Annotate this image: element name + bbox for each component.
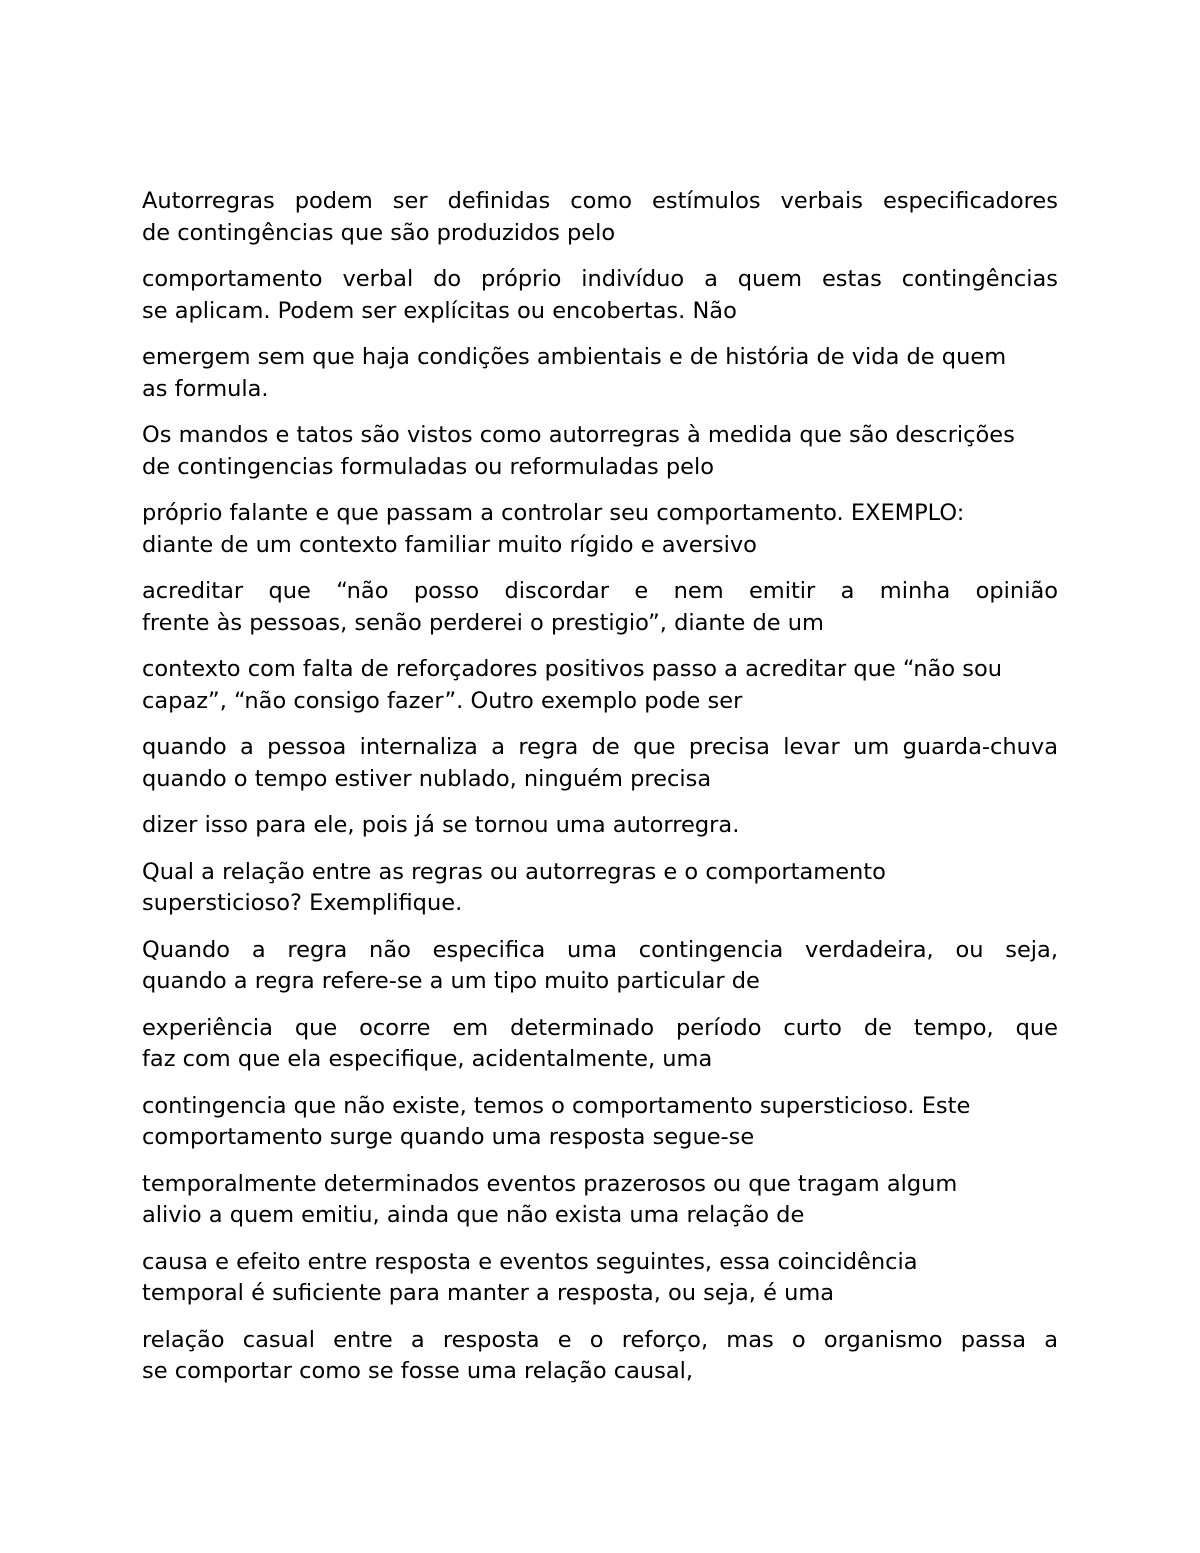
paragraph — [142, 498, 1058, 561]
paragraph — [142, 264, 1058, 327]
paragraph — [142, 857, 1058, 920]
text-line: Os mandos e tatos são vistos como autorregras à medida que são descrições — [142, 422, 1015, 448]
text-line: acreditar que “não posso discordar e nem emitir a minha opinião — [142, 578, 1058, 604]
text-line: supersticioso? Exemplifique. — [142, 890, 463, 916]
paragraph — [142, 186, 1058, 249]
text-line: quando a pessoa internaliza a regra de que precisa levar um guarda-chuva — [142, 734, 1058, 760]
document-body — [142, 186, 1058, 1403]
text-line: emergem sem que haja condições ambientais e de história de vida de quem — [142, 344, 1007, 370]
paragraph — [142, 1013, 1058, 1076]
paragraph — [142, 420, 1058, 483]
text-line: as formula. — [142, 375, 269, 402]
text-line: contexto com falta de reforçadores positivos passo a acreditar que “não sou — [142, 656, 1003, 682]
paragraph — [142, 935, 1058, 998]
text-line: alivio a quem emitiu, ainda que não exista uma relação de — [142, 1202, 805, 1228]
paragraph — [142, 1091, 1058, 1154]
paragraph — [142, 342, 1058, 405]
text-line: comportamento surge quando uma resposta segue-se — [142, 1124, 755, 1150]
text-line: se comportar como se fosse uma relação causal, — [142, 1358, 694, 1384]
paragraph — [142, 1169, 1058, 1232]
text-line: causa e efeito entre resposta e eventos seguintes, essa coincidência — [142, 1248, 918, 1275]
text-line: relação casual entre a resposta e o reforço, mas o organismo passa a — [142, 1326, 1058, 1353]
text-line: de contingências que são produzidos pelo — [142, 219, 616, 246]
text-line: experiência que ocorre em determinado período curto de tempo, que — [142, 1014, 1058, 1041]
paragraph — [142, 732, 1058, 795]
text-line: próprio falante e que passam a controlar seu comportamento. EXEMPLO: — [142, 500, 965, 526]
text-line: temporal é suficiente para manter a resposta, ou seja, é uma — [142, 1280, 835, 1306]
text-line: Autorregras podem ser definidas como estímulos verbais especificadores — [142, 188, 1058, 214]
text-line: se aplicam. Podem ser explícitas ou encobertas. Não — [142, 297, 737, 324]
text-line: comportamento verbal do próprio indivíduo a quem estas contingências — [142, 266, 1058, 292]
paragraph — [142, 654, 1058, 717]
text-line: quando o tempo estiver nublado, ninguém precisa — [142, 765, 712, 792]
text-line: Qual a relação entre as regras ou autorregras e o comportamento — [142, 858, 886, 885]
text-line: contingencia que não existe, temos o comportamento supersticioso. Este — [142, 1092, 971, 1119]
text-line: temporalmente determinados eventos prazerosos ou que tragam algum — [142, 1170, 958, 1197]
text-line: Quando a regra não especifica uma contingencia verdadeira, ou seja, — [142, 936, 1058, 963]
paragraph — [142, 576, 1058, 639]
text-line: faz com que ela especifique, acidentalmente, uma — [142, 1046, 713, 1072]
paragraph — [142, 1247, 1058, 1310]
text-line: frente às pessoas, senão perderei o prestigio”, diante de um — [142, 609, 824, 636]
text-line: diante de um contexto familiar muito rígido e aversivo — [142, 531, 757, 558]
text-line: capaz”, “não consigo fazer”. Outro exemplo pode ser — [142, 687, 743, 714]
paragraph — [142, 1325, 1058, 1388]
text-line: dizer isso para ele, pois já se tornou uma autorregra. — [142, 812, 740, 838]
text-line: de contingencias formuladas ou reformuladas pelo — [142, 453, 715, 480]
text-line: quando a regra refere-se a um tipo muito particular de — [142, 968, 760, 994]
paragraph — [142, 810, 1058, 842]
